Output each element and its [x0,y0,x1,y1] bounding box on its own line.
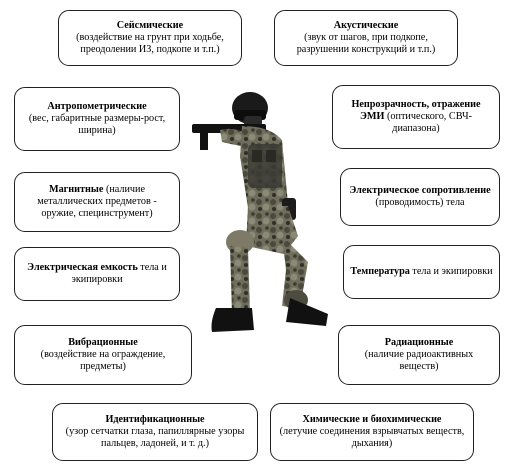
box-temperature-text: тела и экипировки [412,266,493,277]
box-vibration-text: (воздействие на ограждение, предметы) [40,349,166,372]
box-opacity-title: Непрозрачность, отражение ЭМИ [351,99,481,122]
box-radiation-text: (наличие радиоактивных веществ) [364,349,474,372]
box-capacity [14,247,180,301]
box-radiation-title: Радиационные [384,337,454,348]
box-seismic-title: Сейсмические [116,20,184,31]
box-opacity [332,85,500,149]
box-magnetic-title: Магнитные [48,184,104,195]
box-chemical-title: Химические и биохимические [302,414,442,425]
box-seismic-text: (воздействие на грунт при ходьбе, преодолении ИЗ, подкопе и т.п.) [76,32,224,55]
box-chemical [270,403,474,461]
box-seismic [58,10,242,66]
box-identification-text: (узор сетчатки глаза, папиллярные узоры пальцев, ладоней, и т. д.) [65,426,245,449]
box-magnetic-text: (наличие металлических предметов - оружие, специнструмент) [37,184,157,219]
box-resistance-title: Электрическое сопротивление [349,185,491,196]
box-acoustic-title: Акустические [333,20,399,31]
box-vibration [14,325,192,385]
box-identification [52,403,258,461]
box-capacity-text: тела и экипировки [71,262,167,285]
box-anthropometric-title: Антропометрические [47,101,147,112]
box-resistance [340,168,500,226]
box-opacity-text: (оптического, СВЧ-диапазона) [387,111,472,134]
box-anthropometric-text: (вес, габаритные размеры-рост, ширина) [28,113,166,136]
box-resistance-text: (проводимость) тела [375,197,465,208]
box-capacity-title: Электрическая емкость [27,262,138,273]
box-radiation [338,325,500,385]
box-temperature [343,245,500,299]
box-anthropometric [14,87,180,151]
box-acoustic-text: (звук от шагов, при подкопе, разрушении конструкций и т.п.) [296,32,436,55]
box-temperature-title: Температура [350,266,410,277]
box-vibration-title: Вибрационные [68,337,138,348]
box-identification-title: Идентификационные [105,414,205,425]
box-magnetic [14,172,180,232]
box-acoustic [274,10,458,66]
box-chemical-text: (летучие соединения взрывчатых веществ, дыхания) [279,426,465,449]
kneeling-soldier-icon [186,86,334,342]
